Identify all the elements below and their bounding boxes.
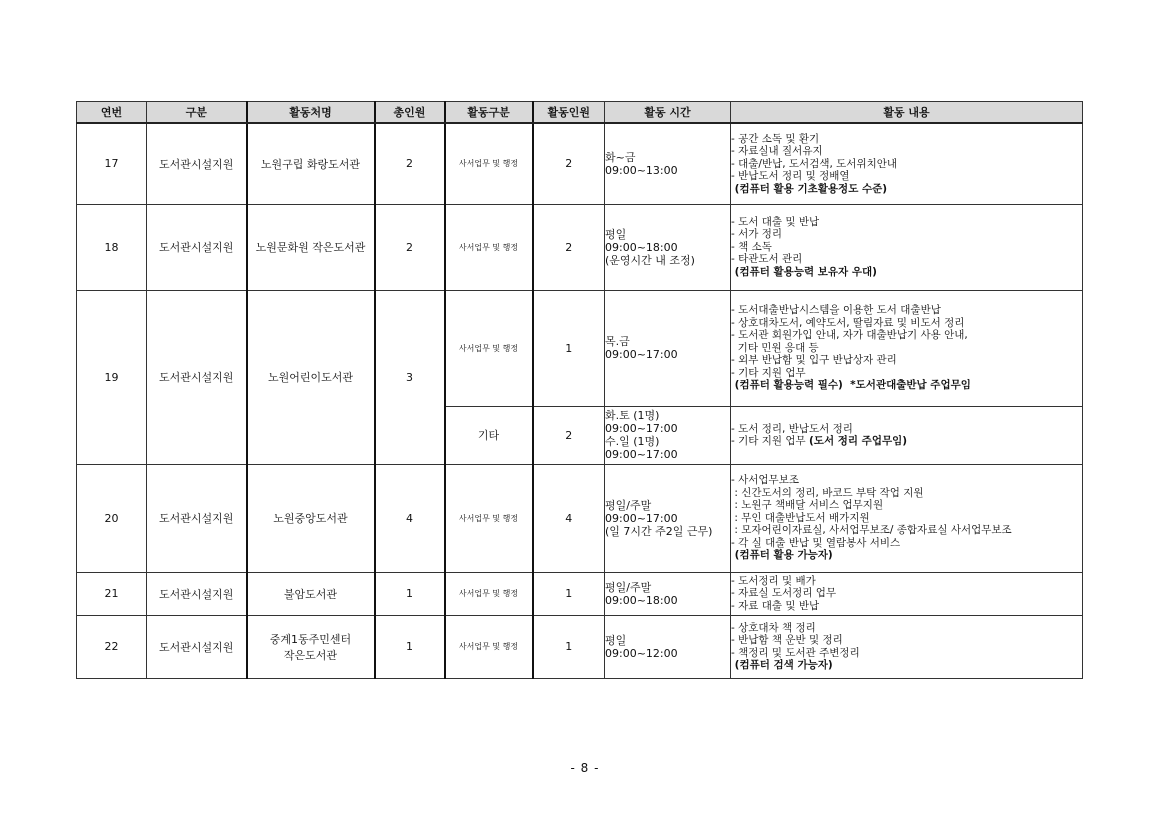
row-number: 22 [77,615,147,678]
detail-line: : 노원구 책배달 서비스 업무지원 [731,499,884,512]
row-activity-count: 1 [533,615,605,678]
row-activity-time [605,464,731,572]
row-activity-type: 사서업무 및 행정 [445,123,533,204]
row-total: 2 [375,204,445,290]
row-category: 도서관시설지원 [147,615,247,678]
detail-line: - 기타 지원 업무 (도서 정리 주업무임) [731,435,908,447]
header-count: 활동인원 [533,102,605,124]
row-activity-type: 사서업무 및 행정 [445,290,533,406]
time-line: 평일/주말 [605,580,652,594]
row-place [247,290,375,464]
row-activity-details [731,572,1083,615]
header-no: 연번 [77,102,147,124]
header-details: 활동 내용 [731,102,1083,124]
row-number: 17 [77,123,147,204]
row-total: 1 [375,615,445,678]
time-line: 09:00~18:00 [605,240,678,254]
detail-line: : 무인 대출반납도서 배가지원 [731,511,870,524]
detail-line: - 도서대출반납시스템을 이용한 도서 대출반납 [731,304,941,317]
activity-table [76,101,1083,679]
row-place [247,204,375,290]
place-line: 노원문화원 작은도서관 [255,241,366,254]
row-activity-count: 2 [533,406,605,464]
detail-line: - 상호대차도서, 예약도서, 딸림자료 및 비도서 정리 [731,316,965,329]
row-total: 1 [375,572,445,615]
row-place [247,572,375,615]
row-category: 도서관시설지원 [147,464,247,572]
header-time: 활동 시간 [605,102,731,124]
time-line: 09:00~12:00 [605,646,678,660]
row-place [247,123,375,204]
detail-note: (컴퓨터 검색 가능자) [731,659,833,671]
header-place: 활동처명 [247,102,375,124]
detail-line: - 외부 반납함 및 입구 반납상자 관리 [731,354,897,367]
row-category: 도서관시설지원 [147,290,247,464]
table-body [77,123,1083,678]
time-line: 수.일 (1명) [605,435,660,448]
detail-note: (컴퓨터 활용능력 필수) *도서관대출반납 주업무임 [731,379,971,392]
time-line: 화.토 (1명) [605,409,660,422]
time-line: 09:00~17:00 [605,348,678,361]
row-activity-time [605,406,731,464]
time-line: 화~금 [605,150,636,164]
place-line: 노원구립 화랑도서관 [260,157,361,171]
table-row [77,123,1083,204]
detail-line: - 기타 지원 업무 [731,366,806,379]
time-line: 09:00~18:00 [605,593,678,607]
time-line: (일 7시간 주2일 근무) [605,524,713,538]
detail-note: (컴퓨터 활용 가능자) [731,549,833,562]
row-activity-type: 사서업무 및 행정 [445,572,533,615]
row-total: 4 [375,464,445,572]
place-line: 노원중앙도서관 [273,512,348,525]
detail-line: : 신간도서의 정리, 바코드 부탁 작업 지원 [731,486,924,499]
detail-line: - 책 소독 [731,240,772,253]
time-line: 09:00~17:00 [605,448,678,461]
detail-line: - 책정리 및 도서관 주변정리 [731,646,860,659]
detail-line: - 도서관 회원가입 안내, 자가 대출반납기 사용 안내, [731,329,968,342]
place-line: 중계1동주민센터 [269,632,352,646]
header-category: 구분 [147,102,247,124]
detail-line: - 사서업무보조 [731,474,799,487]
row-activity-details [731,615,1083,678]
time-line: 09:00~17:00 [605,511,678,525]
time-line: 09:00~17:00 [605,422,678,435]
detail-line: - 도서 정리, 반납도서 정리 [731,422,853,435]
detail-line: - 자료실내 질서유지 [731,145,823,157]
row-category: 도서관시설지원 [147,123,247,204]
row-total: 3 [375,290,445,464]
row-activity-count: 2 [533,204,605,290]
row-total: 2 [375,123,445,204]
row-activity-time [605,572,731,615]
row-category: 도서관시설지원 [147,204,247,290]
row-activity-time [605,123,731,204]
table-row [77,290,1083,406]
detail-note: (컴퓨터 활용 기초활용정도 수준) [731,182,888,195]
row-activity-details [731,464,1083,572]
detail-line: - 상호대차 책 정리 [731,621,816,634]
row-category: 도서관시설지원 [147,572,247,615]
detail-line: 기타 민원 응대 등 [731,341,819,354]
table-row [77,204,1083,290]
row-activity-count: 2 [533,123,605,204]
row-activity-type: 사서업무 및 행정 [445,615,533,678]
detail-line: - 도서 대출 및 반납 [731,215,820,228]
row-number: 18 [77,204,147,290]
time-line: 평일/주말 [605,498,652,512]
row-activity-type: 사서업무 및 행정 [445,204,533,290]
detail-line: - 공간 소독 및 환기 [731,132,820,145]
detail-line: - 자료실 도서정리 업무 [731,587,837,600]
detail-note: (컴퓨터 활용능력 보유자 우대) [731,265,877,278]
detail-line: : 모자어린이자료실, 사서업무보조/ 종합자료실 사서업무보조 [731,524,1012,537]
detail-line: - 타관도서 관리 [731,253,803,266]
row-activity-type: 기타 [445,406,533,464]
header-row [77,102,1083,124]
table-row [77,464,1083,572]
row-activity-count: 1 [533,290,605,406]
time-line: 평일 [605,633,627,647]
detail-line: - 도서정리 및 배가 [731,574,816,587]
page-number: - 8 - [570,761,600,775]
row-activity-type: 사서업무 및 행정 [445,464,533,572]
detail-line: - 반납도서 정리 및 정배열 [731,170,850,182]
place-line: 불암도서관 [283,587,338,601]
row-activity-details [731,406,1083,464]
header-type: 활동구분 [445,102,533,124]
row-activity-details [731,204,1083,290]
detail-line: - 서가 정리 [731,228,783,241]
detail-emphasis: (도서 정리 주업무임) [809,435,908,447]
row-place [247,615,375,678]
table-row [77,572,1083,615]
row-activity-details [731,123,1083,204]
row-activity-time [605,615,731,678]
header-total: 총인원 [375,102,445,124]
row-number: 20 [77,464,147,572]
time-line: 평일 [605,227,627,241]
time-line: 목.금 [605,335,630,348]
row-activity-count: 1 [533,572,605,615]
row-activity-count: 4 [533,464,605,572]
detail-line: - 각 실 대출 반납 및 열람봉사 서비스 [731,536,901,549]
place-line: 작은도서관 [283,648,338,662]
row-activity-time [605,204,731,290]
row-activity-time [605,290,731,406]
place-line: 노원어린이도서관 [267,371,353,384]
row-activity-details [731,290,1083,406]
time-line: (운영시간 내 조정) [605,253,695,267]
row-number: 19 [77,290,147,464]
time-line: 09:00~13:00 [605,163,678,177]
detail-line: - 자료 대출 및 반납 [731,599,820,612]
row-number: 21 [77,572,147,615]
detail-line: - 반납함 책 운반 및 정리 [731,634,843,646]
table-row [77,615,1083,678]
detail-line: - 대출/반납, 도서검색, 도서위치안내 [731,157,898,170]
row-place [247,464,375,572]
